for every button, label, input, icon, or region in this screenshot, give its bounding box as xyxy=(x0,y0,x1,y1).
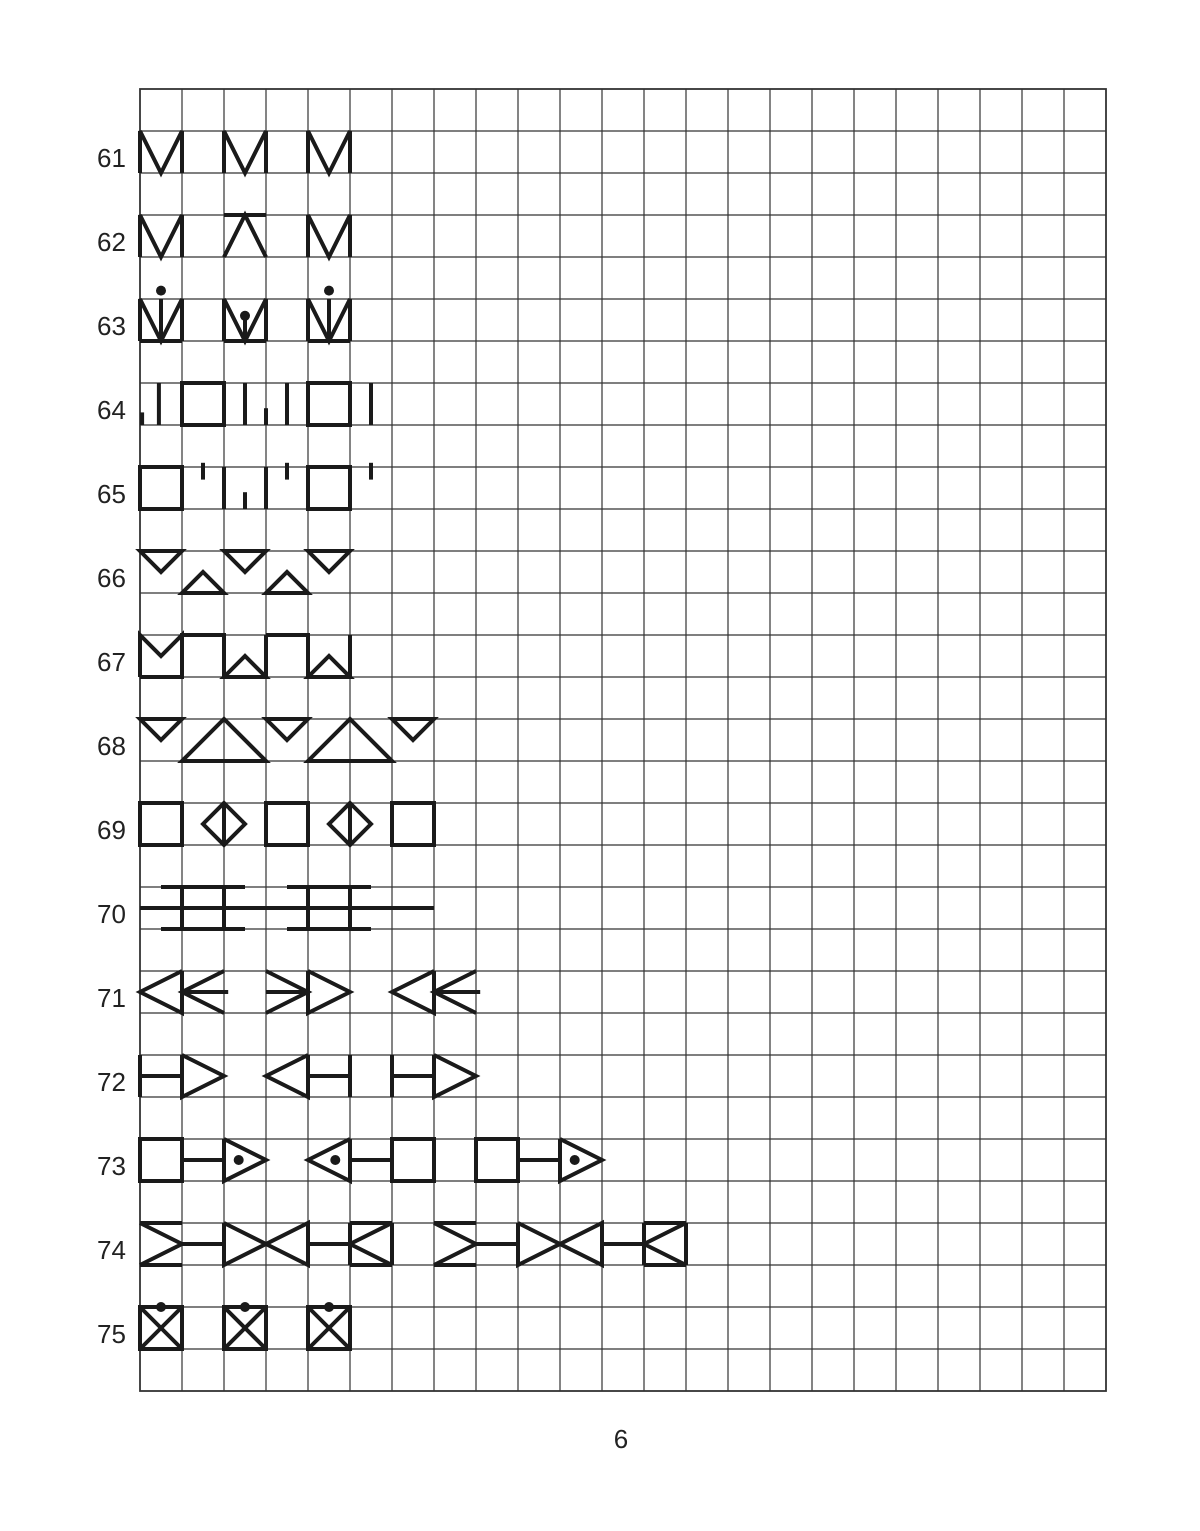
up-triangle xyxy=(308,656,350,677)
row-label: 61 xyxy=(97,143,126,173)
down-triangle xyxy=(308,551,350,572)
up-triangle xyxy=(224,656,266,677)
square xyxy=(308,467,350,509)
chevron-right xyxy=(434,1223,476,1265)
m-figure xyxy=(308,215,350,257)
top-dot xyxy=(156,1302,166,1312)
square xyxy=(308,383,350,425)
left-triangle xyxy=(392,971,434,1013)
row-label: 66 xyxy=(97,563,126,593)
top-dot xyxy=(240,1302,250,1312)
stem-dot xyxy=(324,286,334,296)
right-triangle xyxy=(560,1139,602,1181)
m-figure xyxy=(140,131,182,173)
right-triangle xyxy=(434,1055,476,1097)
meander-step xyxy=(266,635,308,677)
left-triangle xyxy=(308,1139,350,1181)
down-triangle xyxy=(140,551,182,572)
row-label: 70 xyxy=(97,899,126,929)
row-label: 73 xyxy=(97,1151,126,1181)
right-triangle xyxy=(182,1055,224,1097)
m-figure xyxy=(140,215,182,257)
meander-step xyxy=(182,635,224,677)
left-triangle xyxy=(266,1055,308,1097)
down-triangle xyxy=(392,719,434,740)
down-triangle xyxy=(140,719,182,740)
stem-dot xyxy=(240,311,250,321)
row-label: 75 xyxy=(97,1319,126,1349)
row-label: 65 xyxy=(97,479,126,509)
square xyxy=(392,1139,434,1181)
square xyxy=(140,1139,182,1181)
up-triangle xyxy=(266,572,308,593)
up-triangle xyxy=(182,572,224,593)
row-label: 67 xyxy=(97,647,126,677)
triangle-dot xyxy=(330,1155,340,1165)
pattern-examples xyxy=(140,131,686,1349)
down-triangle xyxy=(224,551,266,572)
inverted-m-figure xyxy=(224,215,266,257)
square xyxy=(476,1139,518,1181)
row-label: 71 xyxy=(97,983,126,1013)
triangle-dot xyxy=(570,1155,580,1165)
triangle-cell xyxy=(140,635,182,677)
square xyxy=(140,467,182,509)
row-label: 64 xyxy=(97,395,126,425)
row-label: 74 xyxy=(97,1235,126,1265)
page-number: 6 xyxy=(613,1424,629,1454)
m-figure xyxy=(224,131,266,173)
triangle-dot xyxy=(234,1155,244,1165)
right-triangle xyxy=(308,971,350,1013)
square xyxy=(392,803,434,845)
chevron-left xyxy=(644,1223,686,1265)
square xyxy=(266,803,308,845)
chevron-left xyxy=(350,1223,392,1265)
m-figure xyxy=(308,131,350,173)
stem-dot xyxy=(156,286,166,296)
square xyxy=(140,803,182,845)
top-dot xyxy=(324,1302,334,1312)
row-label: 63 xyxy=(97,311,126,341)
row-labels xyxy=(97,143,126,1349)
left-triangle xyxy=(140,971,182,1013)
right-triangle xyxy=(224,1139,266,1181)
chevron-right xyxy=(140,1223,182,1265)
row-label: 62 xyxy=(97,227,126,257)
down-triangle xyxy=(266,719,308,740)
square xyxy=(182,383,224,425)
row-label: 68 xyxy=(97,731,126,761)
row-label: 72 xyxy=(97,1067,126,1097)
row-label: 69 xyxy=(97,815,126,845)
